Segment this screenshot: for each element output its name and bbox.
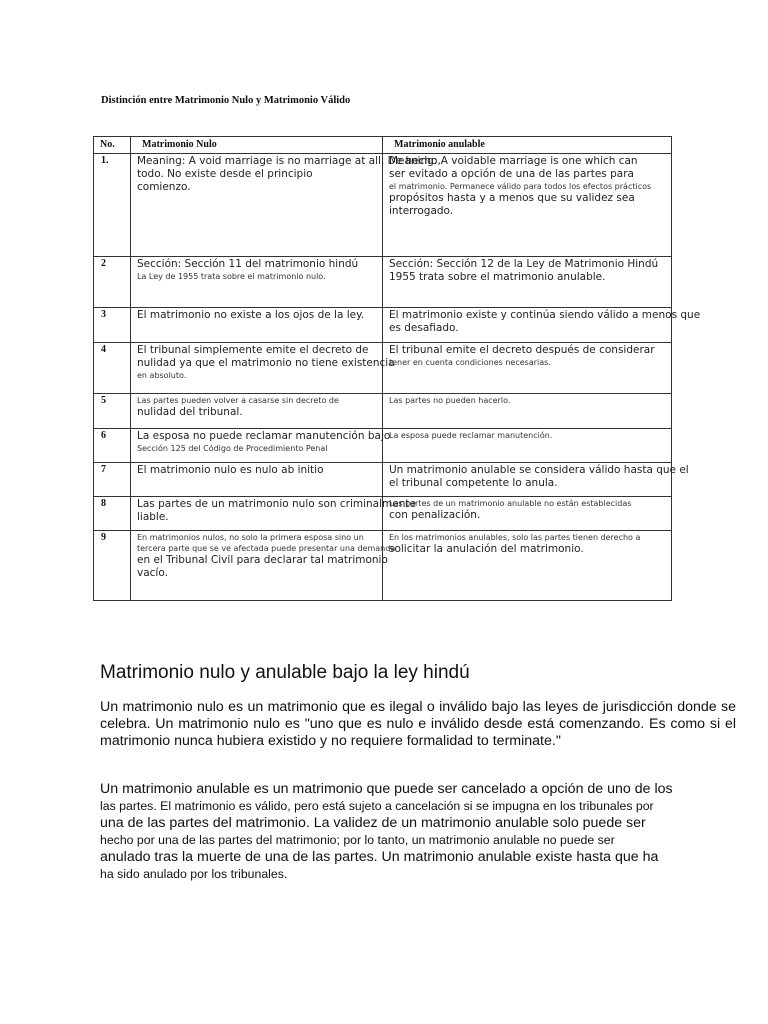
- cell-text-line: El matrimonio nulo es nulo ab initio: [137, 464, 324, 476]
- cell-text-line: Un matrimonio anulable se considera válido hasta que el: [389, 464, 689, 476]
- cell-text-line: Las partes no pueden hacerlo.: [389, 396, 511, 405]
- cell-text-line: con penalización.: [389, 509, 481, 521]
- cell-text-line: tercera parte que se ve afectada puede presentar una demanda: [137, 544, 396, 553]
- cell-text-line: solicitar la anulación del matrimonio.: [389, 543, 584, 555]
- cell-void-marriage: [131, 257, 383, 308]
- cell-text-line: en el Tribunal Civil para declarar tal matrimonio: [137, 554, 388, 566]
- cell-void-marriage: [131, 394, 383, 429]
- cell-text-line: Las partes pueden volver a casarse sin decreto de: [137, 396, 339, 405]
- cell-text-line: En matrimonios nulos, no solo la primera esposa sino un: [137, 533, 364, 542]
- cell-void-marriage: [131, 429, 391, 463]
- row-number: 4: [94, 343, 131, 394]
- cell-voidable-marriage: [383, 394, 672, 429]
- table-header-row: [94, 137, 672, 154]
- paragraph-line: una de las partes del matrimonio. La validez de un matrimonio anulable solo puede ser: [100, 815, 646, 831]
- cell-voidable-marriage: [383, 154, 672, 257]
- cell-void-marriage: [131, 463, 383, 497]
- cell-voidable-marriage: [383, 308, 701, 343]
- cell-void-marriage: [131, 531, 396, 601]
- cell-voidable-marriage: [383, 497, 672, 531]
- cell-text-line: El tribunal emite el decreto después de considerar: [389, 344, 655, 356]
- cell-text-line: Meaning: A void marriage is no marriage at all. De hecho,: [137, 155, 441, 167]
- row-number: 5: [94, 394, 131, 429]
- paragraph-line: ha sido anulado por los tribunales.: [100, 867, 288, 881]
- cell-text-line: Las partes de un matrimonio nulo son criminalmente: [137, 498, 416, 510]
- cell-voidable-marriage: [383, 257, 672, 308]
- header-number: No.: [94, 137, 131, 154]
- cell-text-line: el tribunal competente lo anula.: [389, 477, 558, 489]
- table-row: [94, 308, 672, 343]
- table-row: [94, 343, 672, 394]
- paragraph-void-marriage: Un matrimonio nulo es un matrimonio que es ilegal o inválido bajo las leyes de jurisdicción donde se celebra. Un matrimonio nulo es "uno que es nulo e inválido desde está comenzando. Es como si el matrimonio nunca hubiera existido y no requiere formalidad to terminate.": [100, 699, 736, 749]
- paragraph-voidable-marriage: [100, 781, 716, 883]
- cell-text-line: Sección: Sección 12 de la Ley de Matrimonio Hindú: [389, 258, 659, 270]
- row-number: 2: [94, 257, 131, 308]
- cell-text-line: Las partes de un matrimonio anulable no están establecidas: [389, 499, 632, 508]
- cell-text-line: 1955 trata sobre el matrimonio anulable.: [389, 271, 606, 283]
- row-number: 8: [94, 497, 131, 531]
- cell-text-line: nulidad del tribunal.: [137, 406, 243, 418]
- document-title: Distinción entre Matrimonio Nulo y Matrimonio Válido: [101, 95, 351, 106]
- cell-text-line: En los matrimonios anulables, solo las partes tienen derecho a: [389, 533, 641, 542]
- cell-voidable-marriage: [383, 343, 672, 394]
- cell-text-line: interrogado.: [389, 205, 454, 217]
- cell-text-line: Meaning: A voidable marriage is one which can: [389, 155, 638, 167]
- cell-text-line: Sección 125 del Código de Procedimiento Penal: [137, 444, 328, 453]
- cell-text-line: comienzo.: [137, 181, 191, 193]
- row-number: 6: [94, 429, 131, 463]
- cell-void-marriage: [131, 497, 416, 531]
- cell-text-line: La Ley de 1955 trata sobre el matrimonio nulo.: [137, 272, 326, 281]
- paragraph-line: hecho por una de las partes del matrimonio; por lo tanto, un matrimonio anulable no puede ser: [100, 833, 615, 847]
- cell-void-marriage: [131, 308, 383, 343]
- cell-voidable-marriage: [383, 531, 672, 601]
- comparison-table: [93, 136, 701, 601]
- table-row: [94, 257, 672, 308]
- cell-text-line: es desafiado.: [389, 322, 459, 334]
- cell-text-line: El matrimonio no existe a los ojos de la ley.: [137, 309, 365, 321]
- cell-text-line: el matrimonio. Permanece válido para todos los efectos prácticos: [389, 182, 652, 191]
- row-number: 7: [94, 463, 131, 497]
- cell-text-line: tener en cuenta condiciones necesarias.: [389, 358, 551, 367]
- row-number: 9: [94, 531, 131, 601]
- table-row: [94, 497, 672, 531]
- cell-text-line: vacío.: [137, 567, 168, 579]
- cell-text-line: propósitos hasta y a menos que su validez sea: [389, 192, 635, 204]
- paragraph-line: Un matrimonio anulable es un matrimonio que puede ser cancelado a opción de uno de los: [100, 781, 673, 797]
- header-voidable-marriage: Matrimonio anulable: [383, 137, 672, 154]
- cell-text-line: El matrimonio existe y continúa siendo válido a menos que: [389, 309, 701, 321]
- table-row: [94, 154, 672, 257]
- cell-text-line: La esposa puede reclamar manutención.: [389, 431, 553, 440]
- row-number: 1.: [94, 154, 131, 257]
- row-number: 3: [94, 308, 131, 343]
- section-heading: Matrimonio nulo y anulable bajo la ley hindú: [100, 662, 470, 683]
- cell-voidable-marriage: [383, 429, 672, 463]
- paragraph-line: anulado tras la muerte de una de las partes. Un matrimonio anulable existe hasta que ha: [100, 849, 659, 865]
- header-void-marriage: Matrimonio Nulo: [131, 137, 383, 154]
- cell-text-line: ser evitado a opción de una de las partes para: [389, 168, 634, 180]
- table-body: [94, 154, 701, 601]
- table-row: [94, 394, 672, 429]
- table-row: [94, 429, 672, 463]
- table-row: [94, 463, 672, 497]
- cell-text-line: El tribunal simplemente emite el decreto de: [137, 344, 369, 356]
- cell-text-line: todo. No existe desde el principio: [137, 168, 313, 180]
- cell-text-line: nulidad ya que el matrimonio no tiene existencia: [137, 357, 395, 369]
- cell-text-line: liable.: [137, 511, 169, 523]
- cell-text-line: Sección: Sección 11 del matrimonio hindú: [137, 258, 359, 270]
- cell-text-line: La esposa no puede reclamar manutención bajo: [137, 430, 391, 442]
- cell-text-line: en absoluto.: [137, 371, 187, 380]
- paragraph-line: las partes. El matrimonio es válido, pero está sujeto a cancelación si se impugna en los tribunales por: [100, 799, 654, 813]
- cell-voidable-marriage: [383, 463, 689, 497]
- table-row: [94, 531, 672, 601]
- cell-void-marriage: [131, 343, 395, 394]
